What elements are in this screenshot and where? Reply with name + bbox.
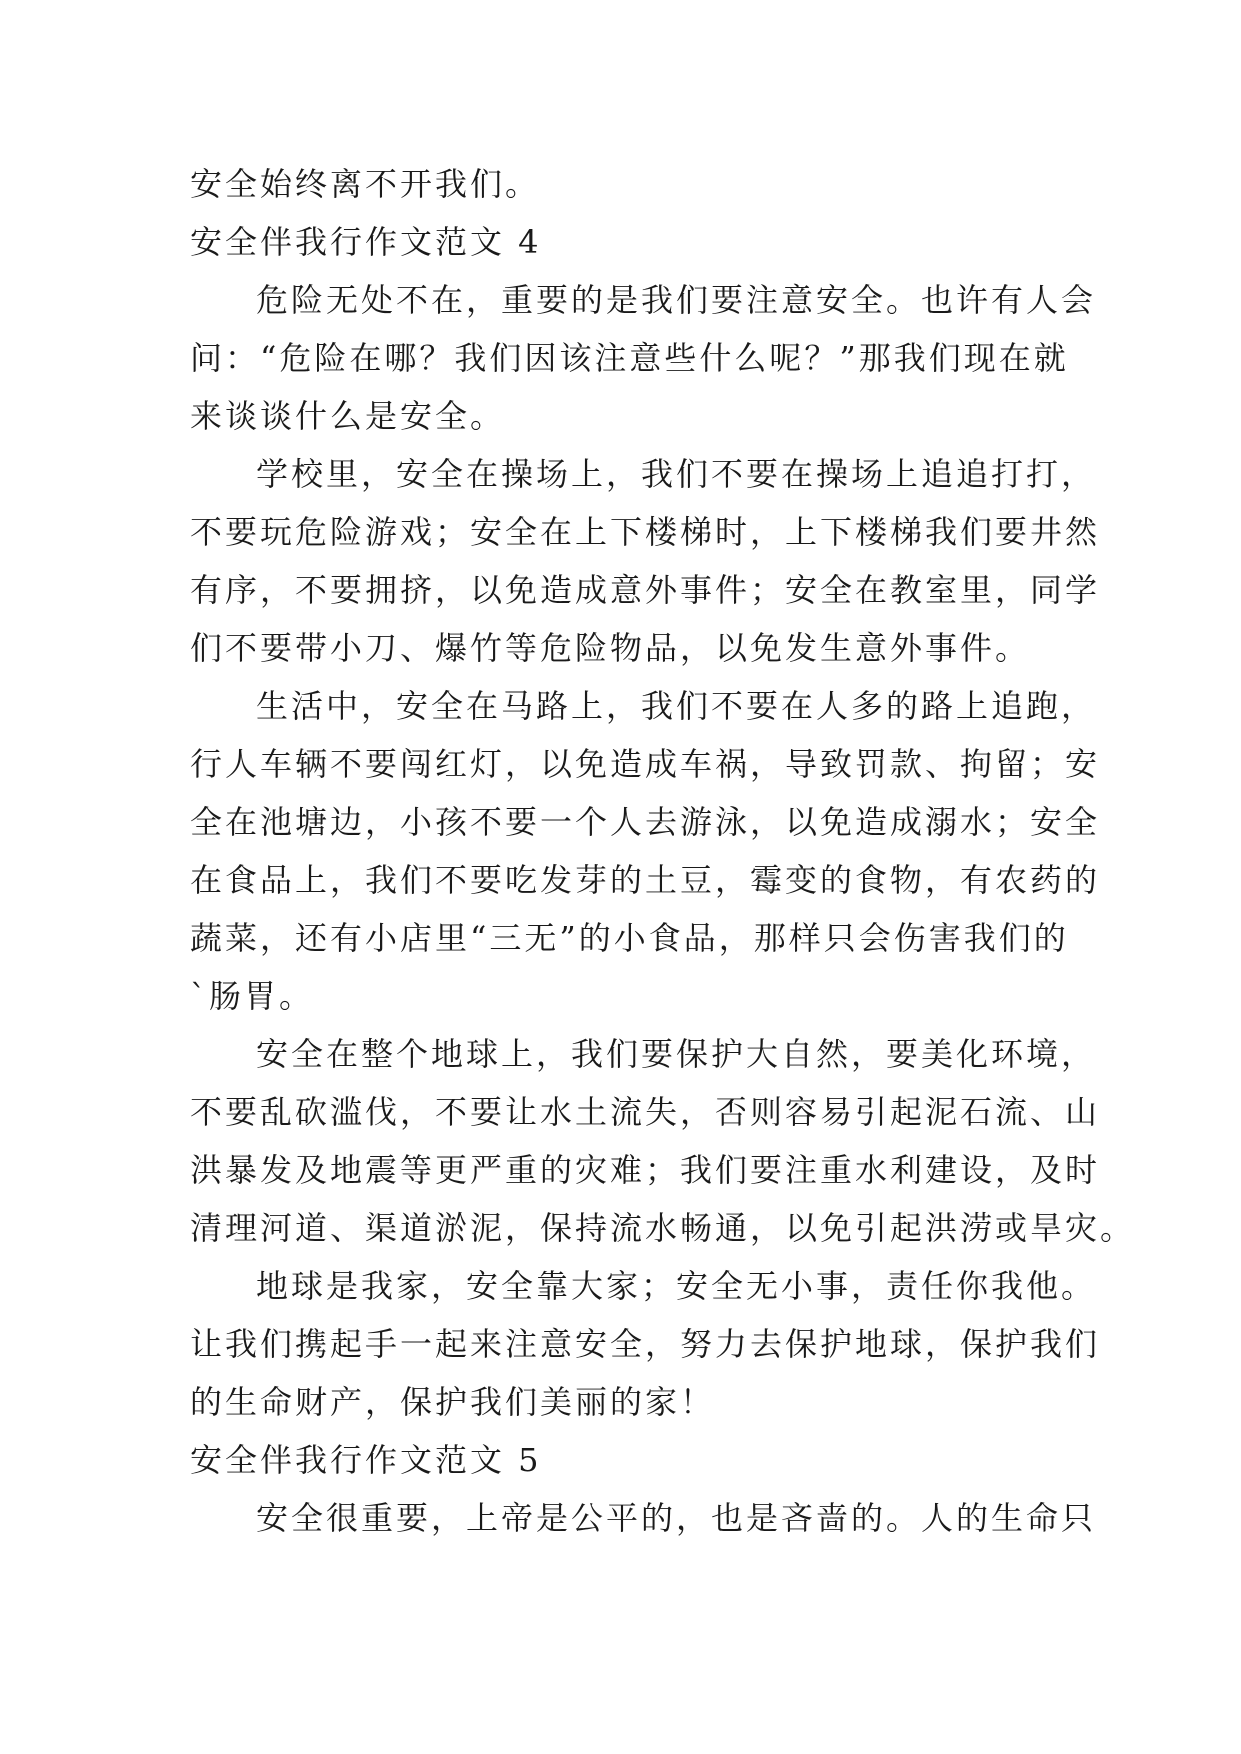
section-heading: 安全伴我行作文范文 5 <box>190 1441 542 1479</box>
paragraph-first-line: 生活中，安全在马路上，我们不要在人多的路上追跑， <box>256 687 1097 725</box>
text-line: 来谈谈什么是安全。 <box>190 397 506 435</box>
text-line: `肠胃。 <box>190 977 315 1015</box>
section-heading: 安全伴我行作文范文 4 <box>190 223 542 261</box>
paragraph-first-line: 安全很重要，上帝是公平的，也是吝啬的。人的生命只 <box>256 1499 1097 1537</box>
text-line: 蔬菜，还有小店里“三无”的小食品，那样只会伤害我们的 <box>190 919 1069 957</box>
text-line: 洪暴发及地震等更严重的灾难；我们要注重水利建设，及时 <box>190 1151 1101 1189</box>
paragraph-first-line: 地球是我家，安全靠大家；安全无小事，责任你我他。 <box>256 1267 1097 1305</box>
text-line: 的生命财产，保护我们美丽的家！ <box>190 1383 716 1421</box>
paragraph-first-line: 安全在整个地球上，我们要保护大自然，要美化环境， <box>256 1035 1097 1073</box>
text-line: 问：“危险在哪？我们因该注意些什么呢？”那我们现在就 <box>190 339 1069 377</box>
text-line: 在食品上，我们不要吃发芽的土豆，霉变的食物，有农药的 <box>190 861 1101 899</box>
text-line: 全在池塘边，小孩不要一个人去游泳，以免造成溺水；安全 <box>190 803 1101 841</box>
text-line: 让我们携起手一起来注意安全，努力去保护地球，保护我们 <box>190 1325 1101 1363</box>
paragraph-first-line: 危险无处不在，重要的是我们要注意安全。也许有人会 <box>256 281 1097 319</box>
paragraph-first-line: 学校里，安全在操场上，我们不要在操场上追追打打， <box>256 455 1097 493</box>
text-line: 们不要带小刀、爆竹等危险物品，以免发生意外事件。 <box>190 629 1031 667</box>
text-line: 不要乱砍滥伐，不要让水土流失，否则容易引起泥石流、山 <box>190 1093 1101 1131</box>
document-page <box>190 155 1136 1547</box>
text-line: 安全始终离不开我们。 <box>190 165 541 203</box>
text-line: 清理河道、渠道淤泥，保持流水畅通，以免引起洪涝或旱灾。 <box>190 1209 1136 1247</box>
text-line: 不要玩危险游戏；安全在上下楼梯时，上下楼梯我们要井然 <box>190 513 1101 551</box>
text-line: 行人车辆不要闯红灯，以免造成车祸，导致罚款、拘留；安 <box>190 745 1101 783</box>
text-line: 有序，不要拥挤，以免造成意外事件；安全在教室里，同学 <box>190 571 1101 609</box>
